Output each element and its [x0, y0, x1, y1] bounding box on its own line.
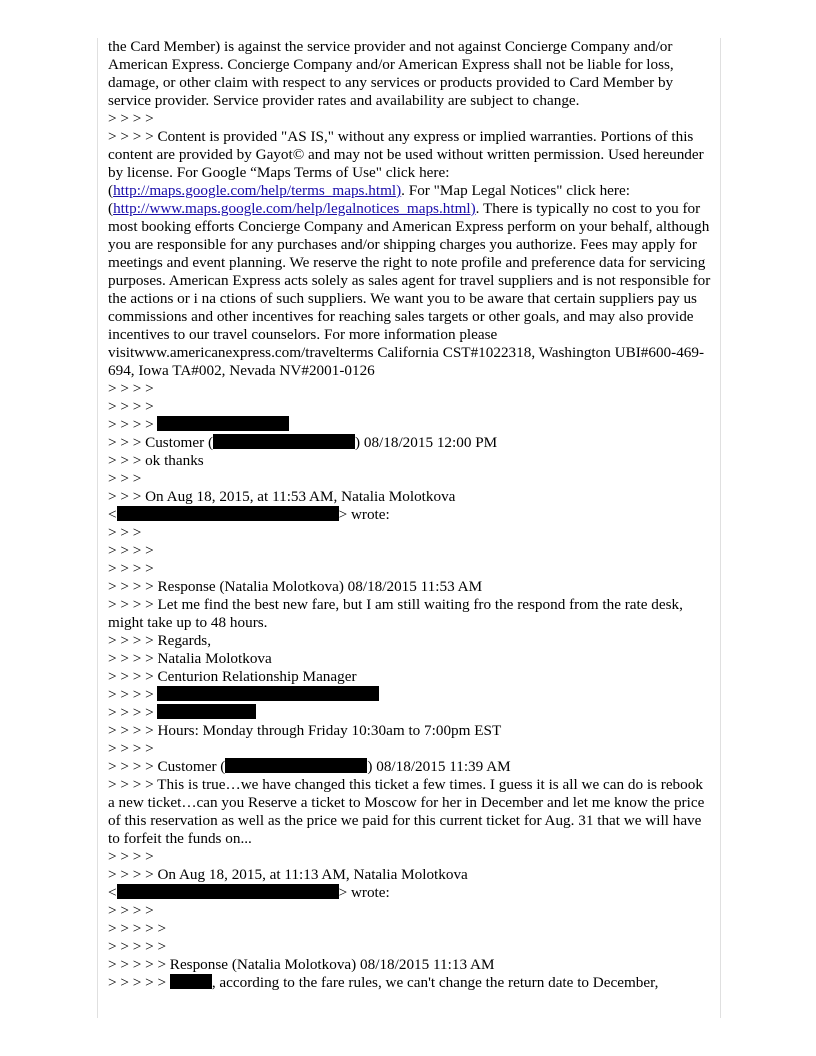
quote-line-redacted: > > > >: [108, 416, 712, 434]
email-address-line: < > wrote:: [108, 506, 390, 523]
redaction-block: [157, 416, 289, 431]
redaction-block: [157, 704, 256, 719]
reply-header: > > > On Aug 18, 2015, at 11:53 AM, Natalia Molotkova: [108, 488, 456, 505]
disclaimer-paragraph: the Card Member) is against the service provider and not against Concierge Company and/or American Express. Concierge Company and/or American Express shall not be liable for loss, damage, or other claim with respect to any services or products provided to Card Member by service provider. Service provider rates and availability are subject to change.: [108, 38, 674, 109]
legal-text-c: . There is typically no cost to you for most booking efforts Concierge Company and American Express perform on your behalf, although you are responsible for any purchases and/or shipping charges you authorize. Fees may apply for meetings and event planning. We reserve the right to note profile and preference data for servicing purposes. American Express acts solely as sales agent for travel suppliers and is not responsible for the actions or i na ctions of such suppliers. We want you to be aware that certain suppliers pay us commissions and other incentives for reaching sales targets or other goals, and may also provide incentives to our travel counselors. For more information please visitwww.americanexpress.com/travelterms California CST#1022318, Washington UBI#600-469-694, Iowa TA#002, Nevada NV#2001-0126: [108, 200, 711, 379]
signature-title: > > > > Centurion Relationship Manager: [108, 668, 357, 685]
message-line: > > > > > , according to the fare rules, we can't change the return date to December,: [108, 974, 659, 991]
quote-marker: > > > > >: [108, 920, 167, 937]
customer-header: > > > > Customer ( ) 08/18/2015 11:39 AM: [108, 758, 511, 775]
message-line: > > > ok thanks: [108, 452, 204, 469]
email-document: [108, 38, 712, 992]
legal-text-a: > > > > Content is provided "AS IS," without any express or implied warranties. Portions of this content are provided by Gayot© and may not be used without written permission. Used hereunder by license. For Google “Maps Terms of Use" click here: (: [108, 128, 704, 199]
quote-marker: > > > >: [108, 380, 154, 397]
redaction-block: [117, 884, 339, 899]
quote-marker: > > > >: [108, 398, 154, 415]
reply-header: > > > > On Aug 18, 2015, at 11:13 AM, Natalia Molotkova: [108, 866, 468, 883]
redaction-block: [170, 974, 212, 989]
legal-text-b: . For "Map Legal Notices" click here: (: [108, 182, 630, 217]
quote-marker: > > >: [108, 524, 142, 541]
quote-marker: > > > >: [108, 542, 154, 559]
customer-header: > > > Customer ( ) 08/18/2015 12:00 PM: [108, 434, 498, 451]
redaction-block: [225, 758, 367, 773]
quote-line-redacted: > > > >: [108, 686, 712, 704]
quote-marker: > > > > >: [108, 938, 167, 955]
quote-marker: > > > >: [108, 110, 154, 127]
quote-marker: > > > >: [108, 848, 154, 865]
quote-marker: > > > >: [108, 902, 154, 919]
message-line: > > > > This is true…we have changed this ticket a few times. I guess it is all we can do is rebook a new ticket…can you Reserve a ticket to Moscow for her in December and let me know the price of this reservation as well as the price we paid for this current ticket for Aug. 31 that we will have to forfeit the funds on...: [108, 776, 705, 847]
quote-marker: > > >: [108, 470, 142, 487]
quote-marker: > > > >: [108, 740, 154, 757]
redaction-block: [213, 434, 355, 449]
quote-marker: > > > >: [108, 560, 154, 577]
response-header: > > > > Response (Natalia Molotkova) 08/18/2015 11:53 AM: [108, 578, 483, 595]
maps-legal-link[interactable]: http://www.maps.google.com/help/legalnotices_maps.html): [113, 200, 476, 217]
quote-line-redacted: > > > >: [108, 704, 712, 722]
message-line: > > > > Let me find the best new fare, but I am still waiting fro the respond from the rate desk, might take up to 48 hours.: [108, 596, 683, 631]
signature-line: > > > > Regards,: [108, 632, 212, 649]
email-address-line: < > wrote:: [108, 884, 390, 901]
signature-name: > > > > Natalia Molotkova: [108, 650, 272, 667]
signature-hours: > > > > Hours: Monday through Friday 10:30am to 7:00pm EST: [108, 722, 502, 739]
legal-paragraph: [108, 128, 712, 380]
maps-terms-link[interactable]: http://maps.google.com/help/terms_maps.html): [113, 182, 402, 199]
redaction-block: [157, 686, 379, 701]
redaction-block: [117, 506, 339, 521]
response-header: > > > > > Response (Natalia Molotkova) 08/18/2015 11:13 AM: [108, 956, 495, 973]
